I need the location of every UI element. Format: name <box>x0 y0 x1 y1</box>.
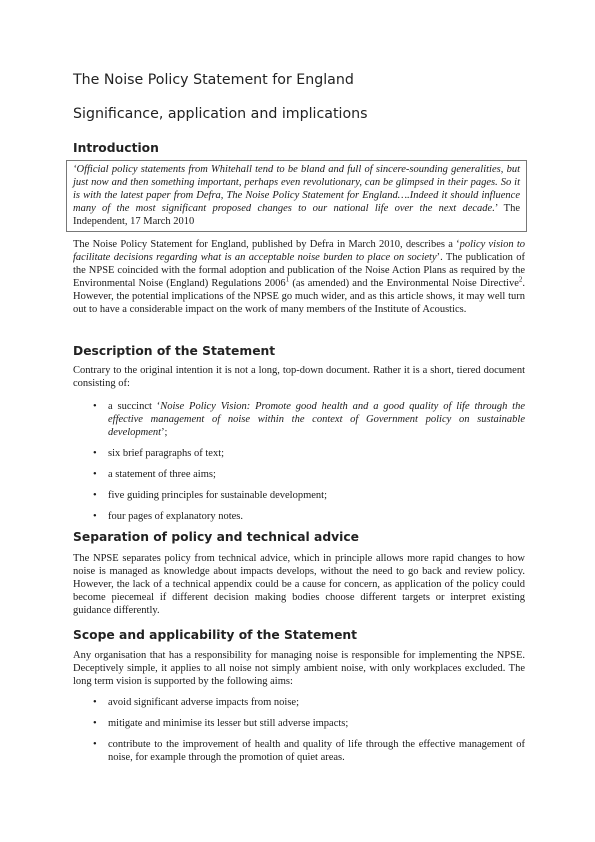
introduction-paragraph <box>73 238 525 316</box>
list-item <box>93 400 525 439</box>
intro-text-start: The Noise Policy Statement for England, published by Defra in March 2010, describes a ‘ <box>73 239 460 250</box>
bullet-italic-vision: Noise Policy Vision: Promote good health and a good quality of life through the effective management of noise within the context of Government policy on sustainable development <box>108 401 525 438</box>
scope-paragraph: Any organisation that has a responsibility for managing noise is responsible for implementing the NPSE. Deceptively simple, it applies to all noise not simply ambient noise, with only workplaces excluded. The long term vision is supported by the following aims: <box>73 650 525 687</box>
scope-heading: Scope and applicability of the Statement <box>73 628 358 642</box>
list-item: • contribute to the improvement of health and quality of life through the effective management of noise, for example through the promotion of quiet areas. <box>93 738 525 764</box>
bullet-text-end: ’; <box>161 427 168 438</box>
list-item: • mitigate and minimise its lesser but still adverse impacts; <box>93 717 525 730</box>
newspaper-quote-box <box>66 160 527 232</box>
introduction-heading: Introduction <box>73 141 159 155</box>
list-item: • a statement of three aims; <box>93 468 525 481</box>
scope-list <box>93 696 525 764</box>
bullet-text-start: a succinct ‘ <box>108 401 161 412</box>
intro-italic-vision: policy vision to facilitate decisions regarding what is an acceptable noise burden to place on society <box>73 239 526 263</box>
quote-text: Official policy statements from Whitehall tend to be bland and full of sincere-sounding generalities, but just now and then something important, perhaps even revolutionary, can be glimpsed in their pages. So it is with the latest paper from Defra, The Noise Policy Statement for England….Indeed it should influence many of the most significant proposed changes to our national life over the next decade. <box>73 164 520 214</box>
intro-text-end: . However, the potential implications of the NPSE go much wider, and as this article shows, it may well turn out to have a considerable impact on the work of many members of the Institute of Acoustics. <box>73 278 526 315</box>
separation-heading: Separation of policy and technical advice <box>73 530 359 544</box>
footnote-ref-1[interactable]: 1 <box>285 275 290 284</box>
list-item: • five guiding principles for sustainable development; <box>93 489 525 502</box>
description-heading: Description of the Statement <box>73 344 276 358</box>
list-item: • six brief paragraphs of text; <box>93 447 525 460</box>
quote-close-mark: ’ <box>494 203 498 214</box>
document-title: The Noise Policy Statement for England <box>73 72 354 88</box>
footnote-ref-2[interactable]: 2 <box>518 275 523 284</box>
quote-open-mark: ‘ <box>73 164 77 175</box>
list-item: • four pages of explanatory notes. <box>93 510 525 523</box>
description-list <box>93 400 525 523</box>
document-subtitle: Significance, application and implications <box>73 106 368 122</box>
intro-text-mid: ’. The publication of the NPSE coincided with the formal adoption and publication of the Noise Action Plans as required by the Environmental Noise (England) Regulations 2006 <box>73 252 525 289</box>
quote-source: The Independent, 17 March 2010 <box>73 203 520 227</box>
intro-text-mid2: (as amended) and the Environmental Noise Directive <box>289 278 519 289</box>
separation-paragraph: The NPSE separates policy from technical advice, which in principle allows more rapid changes to how noise is managed as knowledge about impacts develops, without the need to go back and review policy. However, the lack of a technical appendix could be a cause for concern, as application of the policy could become piecemeal if different decision making bodies choose different targets or interpret existing guidance differently. <box>73 553 525 616</box>
list-item: • avoid significant adverse impacts from noise; <box>93 696 525 709</box>
description-intro: Contrary to the original intention it is not a long, top-down document. Rather it is a short, tiered document consisting of: <box>73 365 525 389</box>
